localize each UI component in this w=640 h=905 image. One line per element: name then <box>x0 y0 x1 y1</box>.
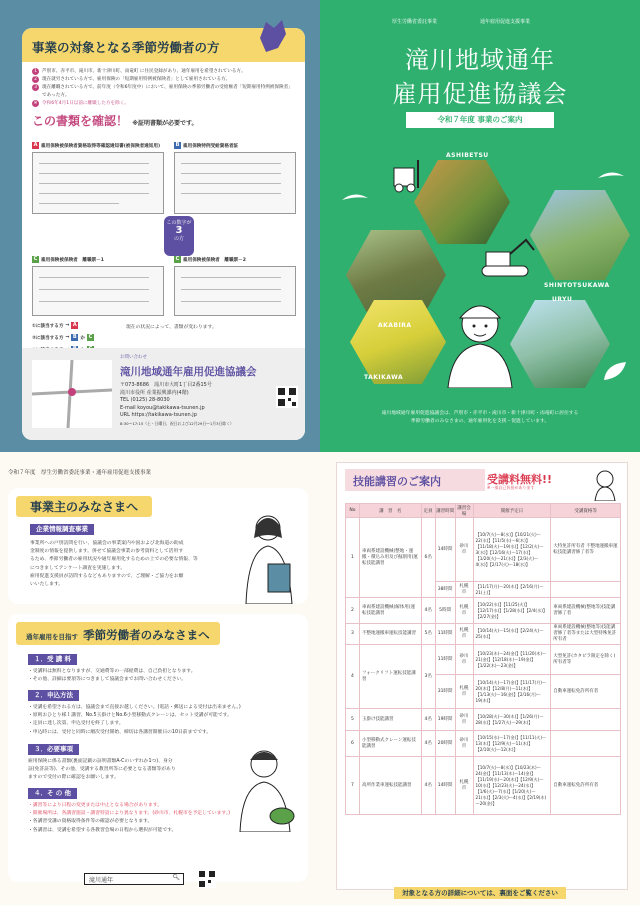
table-row <box>346 598 621 624</box>
table-cell-qual: 車両系建設機械(整地等)技能講習修了者等または大型特殊免許所有者 <box>551 624 621 645</box>
back-cover-panel <box>0 0 320 452</box>
table-cell-name: 小型移動式クレーン運転技能講習 <box>359 731 421 757</box>
cover-subtitle: 令和７年度 事業のご案内 <box>406 112 554 128</box>
table-cell-dates: 【11/17(月)～20(木)】【2/16(月)～21(土)】 <box>473 582 551 598</box>
cover-tag-right: 通年雇用促進支援事業 <box>480 19 531 25</box>
table-cell-qual: 大型免許(カタピラ限定を除く)所有者等 <box>551 645 621 675</box>
table-cell-cap: 6名 <box>421 518 435 598</box>
worker-title-wrap: 通年雇用を目指す 季節労働者のみなさまへ <box>16 622 220 645</box>
city-label: URYU <box>552 296 573 303</box>
section-text: ・受講を希望される方は、協議会まで直接お越しください。(電話・郵送による受付は出来ません。) ・原則おひとり様１講習、No.5玉掛けとNo.6小型移動式クレーンは、セット受講が可能です。 ・定員に達し次第、申込受付を終了します。 ・申込時には、受付と同時に順次受付開始、締切は各講習開催日の10日前までです。 <box>28 705 241 735</box>
table-cell-no: 7 <box>346 757 360 815</box>
table-cell-name: 玉掛け技能講習 <box>359 709 421 731</box>
takikawa-photo <box>350 300 446 384</box>
section-text: 雇用保険に係る書類(裏面記載の証明書類A-Cのいずれか1つ)、身分 証(免許証等)、その他、受講する教習所等に必要となる書類等があり ますので受付の際に確認をお願いします。 <box>28 759 176 781</box>
table-cell-no: 6 <box>346 731 360 757</box>
table-cell-place: 札幌市 <box>455 675 473 709</box>
table-cell-no: 3 <box>346 624 360 645</box>
table-cell-hours: 11時間 <box>435 624 455 645</box>
section-text: ・講習等により日程の変更または中止となる場合があります。 ・開催場所は、各講習施設・講習特設により異なります。(砂川市、札幌市を予定しています。) ・各講習受講の資格取得条件等の確認が必要となります。 ・各講習は、受講を希望する各教習会場の日程から選択が可能です。 <box>28 803 231 833</box>
table-row <box>346 731 621 757</box>
employer-title: 事業主のみなさまへ <box>16 496 152 517</box>
courses-table <box>345 503 621 815</box>
form-a-image <box>32 152 164 214</box>
employer-pill: 企業情報調査事業 <box>30 524 94 535</box>
employer-card <box>8 488 308 604</box>
table-row <box>346 645 621 675</box>
table-cell-hours: 38時間 <box>435 582 455 598</box>
table-cell-qual <box>551 582 621 598</box>
qr-code-icon[interactable] <box>276 386 298 408</box>
bird-icon <box>340 190 370 208</box>
table-cell-place: 砂川市 <box>455 709 473 731</box>
inside-header: 令和７年度 厚生労働省委託事業・通年雇用促進支援事業 <box>8 470 152 476</box>
table-cell-place: 砂川市 <box>455 518 473 582</box>
form-c1-image <box>32 266 164 316</box>
teacher-illustration <box>587 465 623 501</box>
table-cell-no: 5 <box>346 709 360 731</box>
leaf-icon <box>600 360 630 384</box>
table-cell-hours: 11時間 <box>435 645 455 675</box>
condition-item: 3 現在離職されている方で、前年度（令和6年度中）において、雇用保険の季節労働者の受給権者「短期雇用特例被保険者」であった方。 <box>32 84 295 100</box>
table-cell-dates: 【10/23(木)～24(金)】【11/20(木)～21(金)】【12/18(木)～19(金)】【1/22(木)～23(金)】 <box>473 645 551 675</box>
worker-illustration <box>438 288 522 388</box>
table-cell-no: 2 <box>346 598 360 624</box>
table-cell-hours: 19時間 <box>435 709 455 731</box>
hokkaido-map-icon <box>256 18 290 56</box>
bird-icon <box>596 168 626 186</box>
courses-title: 技能講習のご案内 <box>345 469 485 491</box>
condition-item: 1 芦別市、赤平市、滝川市、新十津川町、雨竜町 に住民登録があり、通年雇用を希望されている方。 <box>32 68 295 76</box>
excavator-icon <box>478 236 536 280</box>
table-cell-no: 4 <box>346 645 360 709</box>
table-cell-place: 札幌市 <box>455 624 473 645</box>
table-cell-place: 札幌市 <box>455 582 473 598</box>
table-row <box>346 757 621 815</box>
cover-title-line2: 雇用促進協議会 <box>392 80 568 108</box>
city-label: TAKIKAWA <box>364 374 404 381</box>
form-c2-image <box>174 266 296 316</box>
courses-card <box>336 462 628 890</box>
url-link[interactable]: URL https://takikawa-tsunen.jp <box>120 412 197 418</box>
contact-label: お問い合わせ <box>120 355 147 360</box>
section-title: ３．必要事項 <box>28 744 79 755</box>
qr-code-icon[interactable] <box>198 870 216 888</box>
table-cell-hours: 20時間 <box>435 731 455 757</box>
table-cell-qual: 自動車運転免許所有者 <box>551 757 621 815</box>
table-cell-qual <box>551 731 621 757</box>
table-header-row: No 講 習 名 定員 講習時間 講習会場 開催予定日 受講資格等 <box>346 504 621 518</box>
table-cell-dates: 【10/7(火)～8(水)】【10/21(火)～22(水)】【11/5(水)～6(木)】【11/18(火)～19(水)】【12/2(火)～3(水)】【12/16(火)～17(水)】【1/20(火)～21(水)】【2/3(火)～4(水)】【2/17(火)～18(水)】 <box>473 518 551 582</box>
worker-man-illustration <box>232 742 300 832</box>
table-cell-name: 車両系建設機械(解体用)運転技能講習 <box>359 598 421 624</box>
inside-left-panel <box>0 452 320 905</box>
target-workers-title: 事業の対象となる季節労働者の方 <box>22 28 305 62</box>
conditions-list <box>22 62 305 108</box>
search-box[interactable]: 滝川通年 🔍︎ <box>84 873 184 885</box>
section-title: ２．申込方法 <box>28 690 79 701</box>
table-cell-cap: 4名 <box>421 598 435 624</box>
condition-item: 2 現在就労されている方で、雇用保険の「短期雇用特例被保険者」として雇用されている方。 <box>32 76 295 84</box>
cover-title: 滝川地域通年 <box>405 46 555 74</box>
table-cell-hours: 14時間 <box>435 518 455 582</box>
table-row <box>346 709 621 731</box>
confirm-heading: この書類を確認！ ※証明書類が必要です。 <box>32 114 198 128</box>
front-cover-panel <box>320 0 640 452</box>
table-cell-qual: 自動車運転免許所有者 <box>551 675 621 709</box>
table-cell-place: 札幌市 <box>455 598 473 624</box>
email-link[interactable]: E-mail koyou@takikawa-tsunen.jp <box>120 404 205 411</box>
condition-note: ※ 令和6年4月1日以前に離職した方を除く。 <box>33 101 129 106</box>
form-footnote: 現在の状況によって、書類が変わります。 <box>126 325 217 330</box>
form-c2-label: C 雇用保険被保険者 離職票－2 <box>175 256 246 263</box>
table-cell-cap: 4名 <box>421 731 435 757</box>
table-cell-dates: 【10/22(水)】【11/25(火)】【12/17(水)】【1/28(水)】【2/4(水)】【2/27(金)】 <box>473 598 551 624</box>
worker-card <box>8 614 308 882</box>
table-cell-dates: 【10/7(火)～8(水)】【10/23(木)～24(金)】【11/13(木)～14(金)】【11/19(水)～20(木)】【12/9(火)～10(水)】【12/23(火)～24(水)】【1/6(火)～7(水)】【1/20(火)～21(水)】【2/3(火)～4(水)】【2/19(木)～20(金)】 <box>473 757 551 815</box>
form-b-image <box>174 152 296 214</box>
table-cell-dates: 【10/28(火)～30(木)】【1/26(月)～28(水)】【1/27(火)～29(木)】 <box>473 709 551 731</box>
form-a-label: A 雇用保険被保険者資格取得等確認通知書(被保険者通知用) <box>33 142 161 149</box>
table-cell-cap: 3名 <box>421 645 435 709</box>
table-cell-hours: 5時間 <box>435 598 455 624</box>
table-cell-place: 砂川市 <box>455 645 473 675</box>
table-row <box>346 518 621 582</box>
target-workers-card <box>22 28 305 440</box>
table-cell-qual: 車両系建設機械(整地等)技能講習修了者 <box>551 598 621 624</box>
forklift-icon <box>390 158 430 194</box>
table-cell-qual: 大特免許所有者 不整地運搬車運転技能講習修了者等 <box>551 518 621 582</box>
table-cell-no: 1 <box>346 518 360 598</box>
table-cell-hours: 31時間 <box>435 675 455 709</box>
table-cell-dates: 【10/15(水)～17(金)】【11/11(火)～13(木)】【12/9(火)～11(木)】【2/10(火)～12(木)】 <box>473 731 551 757</box>
table-row <box>346 624 621 645</box>
search-icon: 🔍︎ <box>172 874 180 881</box>
free-badge: 受講料無料!! <box>487 473 553 486</box>
free-note: ※一部自己負担があります <box>487 485 535 490</box>
map-icon <box>32 360 112 428</box>
table-cell-dates: 【10/14(火)～15(水)】【2/24(火)～25(水)】 <box>473 624 551 645</box>
table-cell-name: 高所作業車運転技能講習 <box>359 757 421 815</box>
table-cell-name: 車両系建設機械(整地・運搬・積込み用及び掘削用)運転技能講習 <box>359 518 421 598</box>
cover-tag-left: 厚生労働省委託事業 <box>392 19 438 25</box>
table-cell-qual <box>551 709 621 731</box>
table-cell-name: フォークリフト運転技能講習 <box>359 645 421 709</box>
table-cell-cap: 4名 <box>421 709 435 731</box>
section-title: １．受 講 料 <box>28 654 77 665</box>
inside-right-panel <box>320 452 640 905</box>
form-b-label: B 雇用保険特例受給資格者証 <box>175 142 239 149</box>
uryu-photo <box>510 300 610 388</box>
cover-footer: 滝川地域通年雇用促進協議会は、芦別市・赤平市・滝川市・新十津川町・雨竜町に居住する 季節労働者のみなさまの、通年雇用化を支援・促進しています。 <box>381 411 579 424</box>
bottom-note: 対象となる方の詳細については、裏面をご覧ください <box>320 888 640 897</box>
legend-row: ①に該当する方 → A <box>32 322 77 329</box>
section-text: ・受講料は無料となりますが、交通費等の一部経費は、自己負担となります。 ・その他、詳細は要項等につきまして協議会までお問い合わせください。 <box>28 669 196 683</box>
number-callout: この数字が 3 の方 <box>164 216 194 256</box>
city-label: ASHIBETSU <box>446 152 489 159</box>
table-cell-name: 不整地運搬車運転技能講習 <box>359 624 421 645</box>
table-cell-cap: 5名 <box>421 624 435 645</box>
city-label: AKABIRA <box>378 322 412 329</box>
table-cell-place: 札幌市 <box>455 757 473 815</box>
form-c1-label: C 雇用保険被保険者 離職票－1 <box>33 256 104 263</box>
shintotsukawa-photo <box>530 190 630 280</box>
org-name: 滝川地域通年雇用促進協議会 <box>120 366 257 378</box>
contact-box <box>22 348 305 440</box>
office-woman-illustration <box>238 510 304 604</box>
table-cell-dates: 【10/14(火)～17(金)】【11/17(月)～20(木)】【12/8(月)～11(木)】【1/13(火)～16(金)】【2/16(月)～19(木)】 <box>473 675 551 709</box>
employer-text: 事業所への戸別訪問を行い、協議会の事業案内や国および北海道の助成 金制度の情報を提供します。併せて協議会事業の参考資料として活用す るため、季節労働者の雇用状況や通年雇用化するための上での必要な情報、等 につきましてアンケート調査を実施します。 雇用促進支援員が訪問するなどもありますので、ご理解・ご協力をお願 いいたします。 <box>30 541 198 588</box>
city-label: SHINTOTSUKAWA <box>544 282 610 289</box>
table-cell-cap: 4名 <box>421 757 435 815</box>
table-cell-place: 砂川市 <box>455 731 473 757</box>
table-cell-hours: 14時間 <box>435 757 455 815</box>
contact-address: 〒073-8686 滝川市大町1丁目2番15号 滝川市役所 産業振興課内(4階) TEL (0125) 28-8030 E-mail koyou@takikawa-tsunen.jp URL https://takikawa-tsunen.jp 8:30〜17:15（土・日曜日、祝日および12月29日〜1月3日除く） <box>120 382 234 426</box>
legend-row: ②に該当する方 → B か C <box>32 334 93 341</box>
section-title: ４．そ の 他 <box>28 788 77 799</box>
